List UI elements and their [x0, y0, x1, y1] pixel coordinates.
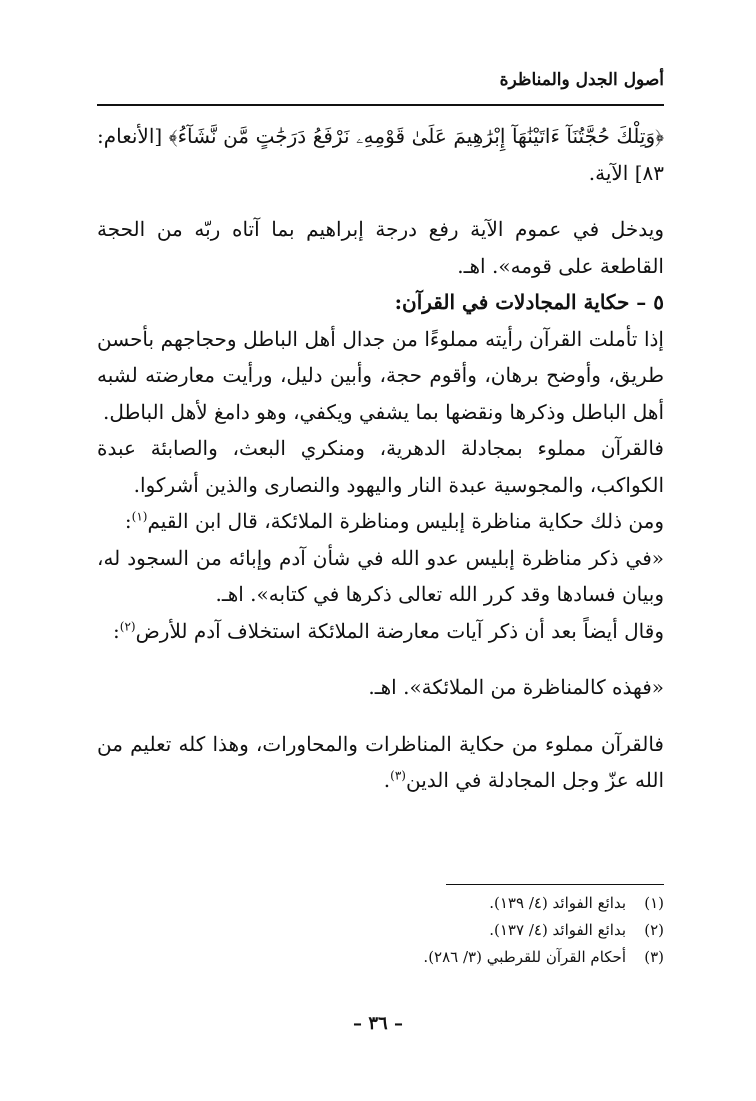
footnote-item	[97, 917, 664, 944]
paragraph-gap	[97, 706, 664, 726]
paragraph-4-text: ومن ذلك حكاية مناظرة إبليس ومناظرة الملائكة، قال ابن القيم	[147, 509, 664, 533]
main-text	[97, 118, 664, 799]
paragraph-6	[97, 613, 664, 650]
footnote-ref-3: (٣)	[390, 768, 406, 783]
running-header-title: أصول الجدل والمناظرة	[499, 70, 664, 90]
paragraph-4-end: :	[124, 509, 132, 533]
footnote-rule	[446, 884, 664, 885]
footnote-number: (١)	[644, 894, 664, 912]
footnote-text: بدائع الفوائد (٤/ ١٣٧).	[489, 921, 626, 939]
paragraph-4	[97, 503, 664, 540]
section-heading: ٥ – حكاية المجادلات في القرآن:	[394, 290, 664, 314]
paragraph-8	[97, 726, 664, 799]
footnote-number: (٣)	[644, 948, 664, 966]
paragraph-2: إذا تأملت القرآن رأيته مملوءًا من جدال أهل الباطل وحجاجهم بأحسن طريق، وأوضح برهان، وأقوم حجة، وأبين دليل، ورأيت معارضته لشبه أهل الباطل وذكرها ونقضها بما يشفي ويكفي، وهو دامغ لأهل الباطل.	[97, 326, 665, 424]
paragraph-7: «فهذه كالمناظرة من الملائكة». اهـ.	[368, 675, 664, 699]
footnotes	[97, 890, 664, 971]
footnote-ref-2: (٢)	[119, 618, 136, 633]
paragraph-8-text: فالقرآن مملوء من حكاية المناظرات والمحاورات، وهذا كله تعليم من الله عزّ وجل المجادلة في الدين	[97, 731, 664, 792]
paragraph-5: «في ذكر مناظرة إبليس عدو الله في شأن آدم وإبائه من السجود له، وبيان فسادها وقد كرر الله تعالى ذكرها في كتابه». اهـ.	[97, 545, 664, 606]
paragraph-1: ويدخل في عموم الآية رفع درجة إبراهيم بما آتاه ربّه من الحجة القاطعة على قومه». اهـ.	[97, 217, 664, 278]
paragraph-6-end: :	[113, 618, 120, 643]
footnote-number: (٢)	[644, 921, 664, 939]
paragraph-3: فالقرآن مملوء بمجادلة الدهرية، ومنكري البعث، والصابئة عبدة الكواكب، والمجوسية عبدة النار واليهود والنصارى والذين أشركوا.	[97, 436, 664, 497]
verse-line: ﴿وَتِلْكَ حُجَّتُنَآ ءَاتَيْنَٰهَآ إِبْرَٰهِيمَ عَلَىٰ قَوْمِهِۦ نَرْفَعُ دَرَجَٰتٍ مَّن نَّشَآءُ﴾ [الأنعام: ٨٣] الآية.	[97, 124, 664, 185]
footnote-item	[97, 944, 664, 971]
paragraph-6-text: وقال أيضاً بعد أن ذكر آيات معارضة الملائكة استخلاف آدم للأرض	[135, 618, 664, 643]
footnote-item	[97, 890, 664, 917]
footnote-ref-1: (١)	[131, 509, 148, 524]
header-rule	[97, 104, 664, 106]
page-number: – ٣٦ –	[353, 1013, 403, 1034]
paragraph-gap	[97, 649, 664, 669]
footnote-text: أحكام القرآن للقرطبي (٣/ ٢٨٦).	[423, 948, 626, 966]
footnote-text: بدائع الفوائد (٤/ ١٣٩).	[489, 894, 626, 912]
paragraph-gap	[97, 191, 664, 211]
paragraph-8-end: .	[383, 768, 391, 792]
